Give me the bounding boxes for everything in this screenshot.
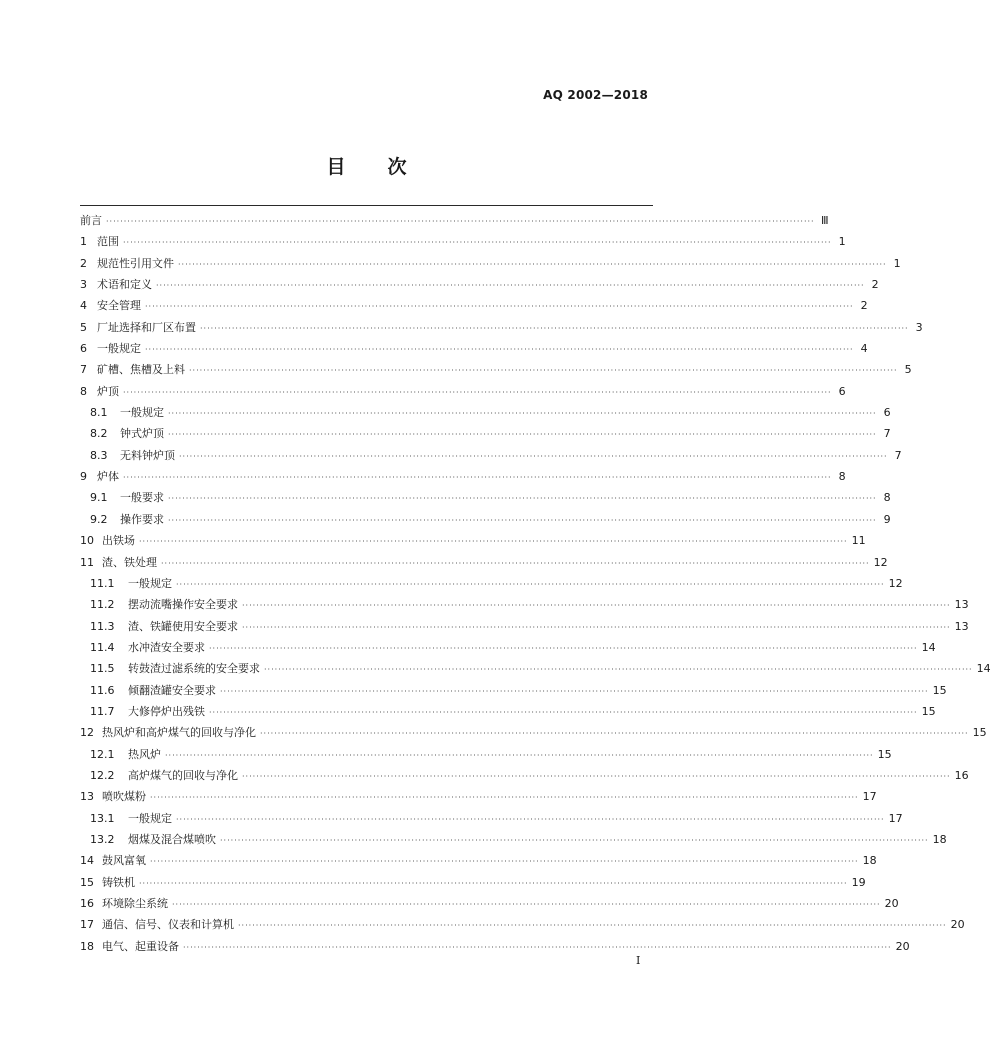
toc-entry[interactable]: [80, 253, 901, 274]
toc-dot-leader: ········································································································································································································: [150, 857, 859, 867]
toc-entry-number: 1: [80, 235, 87, 249]
toc-entry-page: 14: [921, 640, 936, 654]
toc-entry[interactable]: [80, 552, 888, 573]
toc-subentry[interactable]: [80, 487, 891, 508]
toc-entry[interactable]: [80, 530, 866, 551]
toc-entry-page: 18: [862, 854, 877, 868]
toc-entry-number: 11.1: [90, 576, 115, 590]
toc-entry-page: 20: [950, 918, 965, 932]
toc-entry-label: 烟煤及混合煤喷吹: [128, 832, 216, 846]
toc-entry-page: 12: [888, 576, 903, 590]
toc-dot-leader: ········································································································································································································: [176, 814, 885, 824]
toc-entry-number: 9.1: [90, 491, 108, 505]
toc-entry-label: 鼓风富氧: [102, 854, 146, 868]
toc-entry-label: 钟式炉顶: [120, 427, 164, 441]
toc-entry-number: 18: [80, 939, 94, 953]
toc-entry-page: 2: [871, 278, 879, 292]
toc-subentry[interactable]: [80, 509, 891, 530]
toc-entry-number: 15: [80, 875, 94, 889]
toc-entry[interactable]: [80, 381, 846, 402]
toc-entry-label: 喷吹煤粉: [102, 790, 146, 804]
table-of-contents: [80, 210, 991, 957]
toc-entry-number: 4: [80, 299, 87, 313]
toc-entry[interactable]: [80, 914, 965, 935]
toc-entry-number: 6: [80, 342, 87, 356]
toc-entry-page: 17: [888, 811, 903, 825]
page-number: I: [636, 954, 641, 967]
toc-entry-label: 一般规定: [120, 406, 164, 420]
toc-entry-number: 11: [80, 555, 94, 569]
toc-entry-page: 4: [860, 342, 868, 356]
toc-entry[interactable]: [80, 274, 879, 295]
toc-entry-label: 热风炉和高炉煤气的回收与净化: [102, 726, 256, 740]
toc-entry-label: 炉顶: [97, 384, 119, 398]
toc-entry-number: 11.7: [90, 704, 115, 718]
toc-entry-number: 8: [80, 384, 87, 398]
toc-entry[interactable]: [80, 231, 846, 252]
toc-entry-label: 电气、起重设备: [102, 939, 179, 953]
toc-entry[interactable]: [80, 722, 987, 743]
toc-entry-label: 铸铁机: [102, 875, 135, 889]
toc-entry-page: 5: [904, 363, 912, 377]
toc-dot-leader: ········································································································································································································: [242, 771, 951, 781]
toc-entry-label: 转鼓渣过滤系统的安全要求: [128, 662, 260, 676]
toc-dot-leader: ········································································································································································································: [238, 921, 947, 931]
toc-entry-label: 前言: [80, 214, 102, 227]
toc-entry-label: 高炉煤气的回收与净化: [128, 768, 238, 782]
toc-dot-leader: ········································································································································································································: [242, 601, 951, 611]
toc-dot-leader: ········································································································································································································: [123, 387, 832, 397]
toc-entry[interactable]: [80, 295, 868, 316]
toc-entry-label: 规范性引用文件: [97, 256, 174, 270]
toc-entry-number: 2: [80, 256, 87, 270]
toc-dot-leader: ········································································································································································································: [172, 900, 881, 909]
toc-entry-number: 3: [80, 278, 87, 292]
toc-entry-page: 16: [954, 768, 969, 782]
toc-dot-leader: ········································································································································································································: [168, 494, 877, 504]
toc-dot-leader: ········································································································································································································: [183, 942, 892, 952]
toc-entry-label: 热风炉: [128, 747, 161, 761]
toc-entry[interactable]: [80, 338, 868, 359]
toc-dot-leader: ········································································································································································································: [123, 473, 832, 483]
toc-entry-page: 15: [921, 704, 936, 718]
toc-entry-page: 12: [873, 555, 888, 569]
toc-dot-leader: ········································································································································································································: [189, 366, 898, 376]
toc-dot-leader: ········································································································································································································: [220, 686, 929, 696]
toc-entry[interactable]: [80, 786, 877, 807]
toc-dot-leader: ········································································································································································································: [168, 515, 877, 525]
toc-entry-page: 8: [883, 491, 891, 505]
toc-entry-page: 8: [838, 470, 846, 484]
toc-entry-page: 3: [915, 320, 923, 334]
toc-dot-leader: ········································································································································································································: [168, 409, 877, 419]
toc-entry-page: 17: [862, 790, 877, 804]
toc-entry[interactable]: [80, 850, 877, 871]
toc-entry-number: 13.1: [90, 811, 115, 825]
toc-entry-number: 5: [80, 320, 87, 334]
toc-entry-page: 1: [893, 256, 901, 270]
toc-subentry[interactable]: [80, 744, 892, 765]
toc-entry-number: 11.5: [90, 662, 115, 676]
toc-entry-page: 15: [972, 726, 987, 740]
toc-dot-leader: ········································································································································································································: [150, 793, 859, 803]
toc-entry[interactable]: [80, 893, 899, 914]
toc-entry-page: 13: [954, 619, 969, 633]
toc-dot-leader: ········································································································································································································: [165, 750, 874, 760]
toc-entry[interactable]: [80, 872, 866, 893]
toc-subentry[interactable]: [80, 829, 947, 850]
toc-entry-page: Ⅲ: [821, 214, 829, 227]
toc-entry-label: 倾翻渣罐安全要求: [128, 683, 216, 697]
toc-dot-leader: ········································································································································································································: [209, 643, 918, 653]
toc-entry-page: 13: [954, 598, 969, 612]
toc-entry-number: 13: [80, 790, 94, 804]
toc-entry-page: 18: [932, 832, 947, 846]
page-title: [0, 152, 733, 179]
toc-entry-page: 7: [894, 448, 902, 462]
standard-code: AQ 2002—2018: [543, 88, 648, 102]
toc-entry-number: 11.6: [90, 683, 115, 697]
toc-entry-page: 9: [883, 512, 891, 526]
toc-entry-number: 8.2: [90, 427, 108, 441]
toc-dot-leader: ········································································································································································································: [145, 345, 854, 355]
toc-entry-page: 11: [851, 534, 866, 548]
toc-dot-leader: ········································································································································································································: [123, 238, 832, 248]
toc-entry-number: 11.4: [90, 640, 115, 654]
toc-entry-label: 一般规定: [128, 811, 172, 825]
toc-entry-number: 9: [80, 470, 87, 484]
toc-subentry[interactable]: [80, 658, 991, 679]
toc-entry-label: 通信、信号、仪表和计算机: [102, 918, 234, 932]
toc-subentry[interactable]: [80, 616, 969, 637]
toc-entry-label: 厂址选择和厂区布置: [97, 320, 196, 334]
toc-dot-leader: ········································································································································································································: [106, 217, 815, 226]
toc-entry-number: 11.2: [90, 598, 115, 612]
toc-dot-leader: ········································································································································································································: [209, 707, 918, 717]
toc-entry-label: 渣、铁罐使用安全要求: [128, 619, 238, 633]
toc-subentry[interactable]: [80, 445, 902, 466]
toc-subentry[interactable]: [80, 402, 891, 423]
toc-subentry[interactable]: [80, 701, 936, 722]
toc-entry-label: 水冲渣安全要求: [128, 640, 205, 654]
toc-entry-label: 操作要求: [120, 512, 164, 526]
toc-subentry[interactable]: [80, 594, 969, 615]
toc-entry-page: 15: [877, 747, 892, 761]
toc-entry-number: 16: [80, 897, 94, 910]
toc-subentry[interactable]: [80, 765, 969, 786]
toc-dot-leader: ········································································································································································································: [161, 558, 870, 568]
toc-entry-number: 8.1: [90, 406, 108, 420]
toc-entry-label: 出铁场: [102, 534, 135, 548]
toc-entry-page: 20: [884, 897, 899, 910]
toc-entry-label: 一般规定: [97, 342, 141, 356]
toc-entry-label: 范围: [97, 235, 119, 249]
toc-entry[interactable]: [80, 317, 923, 338]
toc-dot-leader: ········································································································································································································: [178, 259, 887, 269]
toc-entry-number: 9.2: [90, 512, 108, 526]
toc-entry-label: 矿槽、焦槽及上料: [97, 363, 185, 377]
toc-entry-number: 8.3: [90, 448, 108, 462]
toc-entry-page: 6: [838, 384, 846, 398]
toc-dot-leader: ········································································································································································································: [220, 835, 929, 845]
toc-entry-page: 15: [932, 683, 947, 697]
toc-entry-number: 14: [80, 854, 94, 868]
toc-entry-label: 大修停炉出残铁: [128, 704, 205, 718]
toc-subentry[interactable]: [80, 573, 903, 594]
toc-entry-number: 17: [80, 918, 94, 932]
toc-entry[interactable]: [80, 466, 846, 487]
toc-subentry[interactable]: [80, 808, 903, 829]
toc-dot-leader: ········································································································································································································: [168, 430, 877, 440]
toc-dot-leader: ········································································································································································································: [156, 281, 865, 291]
toc-entry-page: 19: [851, 875, 866, 889]
toc-entry-number: 13.2: [90, 832, 115, 846]
toc-entry-page: 14: [976, 662, 991, 676]
toc-dot-leader: ········································································································································································································: [264, 665, 973, 675]
toc-dot-leader: ········································································································································································································: [242, 622, 951, 632]
toc-entry-label: 炉体: [97, 470, 119, 484]
toc-entry-label: 一般要求: [120, 491, 164, 505]
toc-entry-page: 6: [883, 406, 891, 420]
toc-entry-number: 11.3: [90, 619, 115, 633]
toc-entry[interactable]: [80, 210, 829, 231]
toc-dot-leader: ········································································································································································································: [176, 579, 885, 589]
toc-dot-leader: ········································································································································································································: [179, 451, 888, 461]
toc-entry-page: 2: [860, 299, 868, 313]
toc-entry-number: 10: [80, 534, 94, 548]
toc-entry-page: 1: [838, 235, 846, 249]
toc-entry-label: 环境除尘系统: [102, 897, 168, 910]
toc-entry-label: 摆动流嘴操作安全要求: [128, 598, 238, 612]
toc-dot-leader: ········································································································································································································: [145, 302, 854, 312]
toc-entry-page: 7: [883, 427, 891, 441]
toc-entry-number: 12.2: [90, 768, 115, 782]
toc-entry-page: 20: [895, 939, 910, 953]
toc-entry-number: 7: [80, 363, 87, 377]
page-title-part2: 次: [387, 156, 407, 178]
toc-dot-leader: ········································································································································································································: [200, 323, 909, 333]
toc-subentry[interactable]: [80, 680, 947, 701]
toc-entry-label: 渣、铁处理: [102, 555, 157, 569]
toc-dot-leader: ········································································································································································································: [260, 729, 969, 739]
toc-entry[interactable]: [80, 359, 912, 380]
toc-subentry[interactable]: [80, 637, 936, 658]
toc-entry-label: 术语和定义: [97, 278, 152, 292]
toc-entry-number: 12: [80, 726, 94, 740]
toc-entry-label: 一般规定: [128, 576, 172, 590]
toc-entry-label: 安全管理: [97, 299, 141, 313]
toc-entry-label: 无料钟炉顶: [120, 448, 175, 462]
page-title-part1: 目: [326, 156, 346, 178]
toc-subentry[interactable]: [80, 423, 891, 444]
toc-entry-number: 12.1: [90, 747, 115, 761]
toc-dot-leader: ········································································································································································································: [139, 537, 848, 547]
title-divider: [80, 205, 653, 206]
toc-dot-leader: ········································································································································································································: [139, 878, 848, 888]
toc-entry[interactable]: [80, 936, 910, 957]
